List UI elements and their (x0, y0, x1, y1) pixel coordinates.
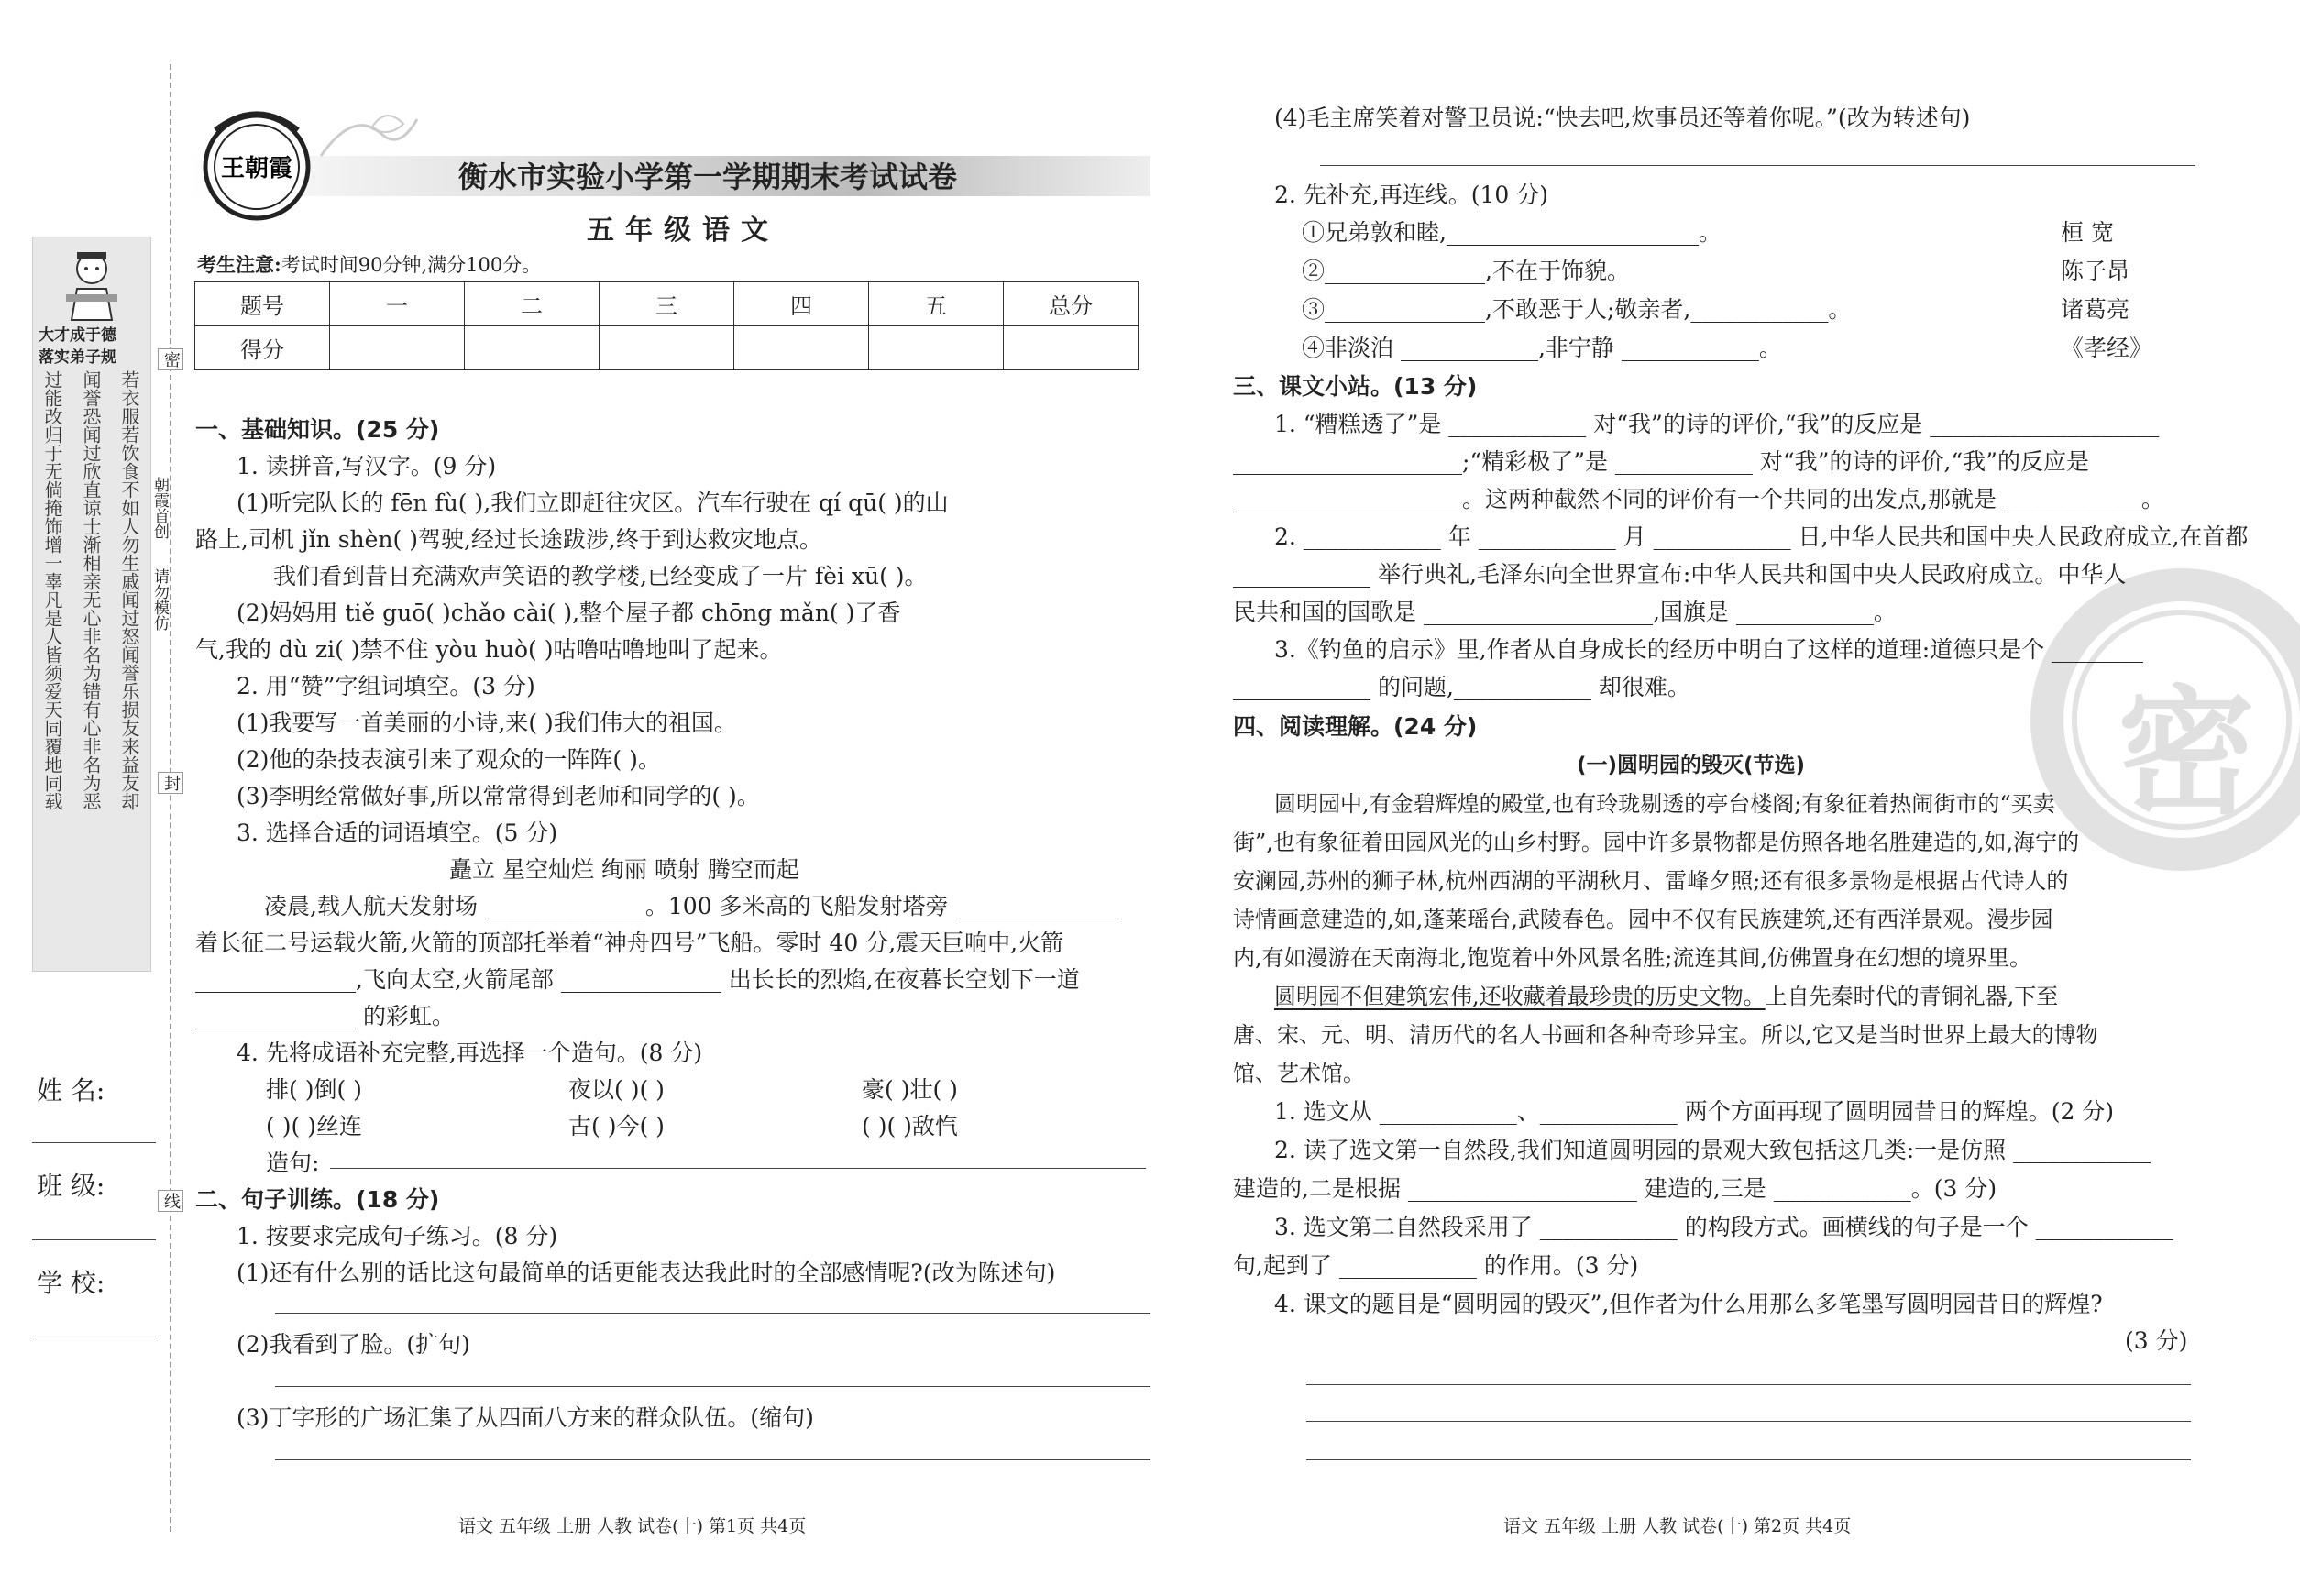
idiom-item: 古( )今( ) (568, 1113, 665, 1139)
answer-line[interactable] (275, 1313, 1150, 1314)
passage-line: 圆明园中,有金碧辉煌的殿堂,也有玲珑剔透的亭台楼阁;有象征着热闹街市的“买卖 (1274, 791, 2055, 817)
score-input[interactable] (1004, 326, 1139, 370)
question-2-line: (1)我要写一首美丽的小诗,来( )我们伟大的祖国。 (237, 710, 737, 736)
score-cell: 四 (734, 282, 869, 326)
passage-line: 诗情画意建造的,如,蓬莱瑶台,武陵春色。园中不仅有民族建筑,还有西洋景观。漫步园 (1233, 907, 2053, 932)
class-label: 班 级: (37, 1171, 105, 1201)
subject-title: 五年级语文 (587, 215, 779, 247)
answer-line[interactable] (1306, 1384, 2191, 1385)
score-input[interactable] (465, 326, 600, 370)
question-3-line: ______________,飞向太空,火箭尾部 ______________ 出长长的烈焰,在夜暮长空划下一道 (195, 966, 1080, 993)
question-1-line: 我们看到昔日充满欢声笑语的教学楼,已经变成了一片 fèi xū( )。 (273, 563, 928, 589)
section-4-title: 四、阅读理解。(24 分) (1233, 713, 1478, 740)
score-input[interactable] (869, 326, 1004, 370)
author-option: 《孝经》 (2061, 335, 2153, 361)
page-footer-left: 语文 五年级 上册 人教 试卷(十) 第1页 共4页 (458, 1516, 807, 1536)
question-6-line: ④非淡泊 ____________,非宁静 ____________。 (1302, 335, 1782, 361)
sentence-label: 造句: (266, 1150, 320, 1176)
score-cell: 得分 (195, 326, 330, 370)
question-4: 4. 先将成语补充完整,再选择一个造句。(8 分) (237, 1040, 703, 1066)
answer-line[interactable] (275, 1459, 1150, 1460)
section-3-title: 三、课文小站。(13 分) (1233, 373, 1478, 400)
author-option: 陈子昂 (2061, 258, 2130, 284)
side-note-1: 朝霞首创 (150, 477, 169, 539)
section-1-title: 一、基础知识。(25 分) (195, 416, 440, 443)
question-2-line: (3)李明经常做好事,所以常常得到老师和同学的( )。 (237, 783, 760, 809)
passage-line: 馆、艺术馆。 (1233, 1061, 1365, 1086)
question-7-line: 1. “糟糕透了”是 ____________ 对“我”的诗的评价,“我”的反应是 ____________________ (1274, 411, 2160, 437)
question-6-line: ②______________,不在于饰貌。 (1302, 258, 1630, 284)
underlined-sentence: 圆明园不但建筑宏伟,还收藏着最珍贵的历史文物。 (1274, 984, 1766, 1009)
seal-mark-3: 线 (158, 1190, 183, 1212)
score-header-row (195, 282, 1139, 326)
score-cell: 总分 (1004, 282, 1139, 326)
score-input[interactable] (330, 326, 465, 370)
motto-col-1: 过能改归于无倘掩饰增一辜凡是人皆须爱天同覆地同载 (41, 370, 63, 810)
reading-question-points: (3 分) (2125, 1327, 2188, 1354)
question-5-line: (4)毛主席笑着对警卫员说:“快去吧,炊事员还等着你呢。”(改为转述句) (1274, 105, 1971, 131)
question-1-line: 路上,司机 jǐn shèn( )驾驶,经过长途跋涉,终于到达救灾地点。 (195, 526, 822, 553)
question-9-line: ____________ 的问题,____________ 却很难。 (1233, 674, 1690, 700)
reading-question: 3. 选文第二自然段采用了 ____________ 的构段方式。画横线的句子是一个 ____________ (1274, 1214, 2173, 1240)
reading-question: 1. 选文从 ____________、____________ 两个方面再现了圆明园昔日的辉煌。(2 分) (1274, 1098, 2115, 1125)
reading-question: 2. 读了选文第一自然段,我们知道圆明园的景观大致包括这几类:一是仿照 ____________ (1274, 1137, 2151, 1163)
question-1-line: 气,我的 dù zi( )禁不住 yòu huò( )咕噜咕噜地叫了起来。 (195, 636, 783, 663)
question-8-line: 2. ____________ 年 ____________ 月 ____________ 日,中华人民共和国中央人民政府成立,在首都 (1274, 523, 2249, 550)
motto-line-2: 落实弟子规 (39, 348, 116, 367)
exam-notice (197, 250, 541, 278)
page-footer-right: 语文 五年级 上册 人教 试卷(十) 第2页 共4页 (1503, 1516, 1852, 1536)
score-input[interactable] (600, 326, 734, 370)
logo-text: 王朝霞 (220, 155, 293, 182)
binding-line (170, 64, 171, 1532)
motto-line-1: 大才成于德 (39, 326, 116, 345)
section-2-title: 二、句子训练。(18 分) (195, 1186, 440, 1213)
passage-text: 上自先秦时代的青铜礼器,下至 (1765, 984, 2059, 1009)
class-field[interactable] (32, 1239, 156, 1240)
idiom-item: ( )( )敌忾 (862, 1113, 958, 1139)
question-1-line: (2)妈妈用 tiě guō( )chǎo cài( ),整个屋子都 chōng mǎn( )了香 (237, 600, 901, 626)
score-cell: 五 (869, 282, 1004, 326)
question-8-line: 民共和国的国歌是 ____________________,国旗是 ____________。 (1233, 599, 1897, 625)
student-figure-icon (64, 248, 119, 322)
question-7-line: ____________________;“精彩极了”是 ____________ 对“我”的诗的评价,“我”的反应是 (1233, 448, 2089, 475)
score-cell: 三 (600, 282, 734, 326)
score-table (194, 281, 1139, 370)
side-note-2: 请勿模仿 (150, 568, 169, 631)
passage-line: 安澜园,苏州的狮子林,杭州西湖的平湖秋月、雷峰夕照;还有很多景物是根据古代诗人的 (1233, 868, 2069, 894)
idiom-item: ( )( )丝连 (266, 1113, 362, 1139)
seal-mark-2: 封 (158, 772, 183, 794)
idiom-item: 夜以( )( ) (568, 1076, 665, 1103)
answer-line[interactable] (330, 1168, 1146, 1169)
score-cell: 题号 (195, 282, 330, 326)
question-3-line: 凌晨,载人航天发射场 ______________。100 多米高的飞船发射塔旁 ______________ (264, 893, 1117, 919)
exam-title: 衡水市实验小学第一学期期末考试试卷 (458, 160, 958, 194)
word-bank: 矗立 星空灿烂 绚丽 喷射 腾空而起 (449, 856, 799, 883)
school-label: 学 校: (37, 1268, 105, 1298)
watermark-text: 密 (2118, 672, 2256, 833)
motto-col-2: 闻誉恐闻过欣直谅士渐相亲无心非名为错有心非名为恶 (80, 370, 102, 810)
passage-line: 街”,也有象征着田园风光的山乡村野。园中许多景物都是仿照各地名胜建造的,如,海宁的 (1233, 830, 2080, 855)
idiom-item: 豪( )壮( ) (862, 1076, 958, 1103)
answer-line[interactable] (1306, 1421, 2191, 1422)
motto-sidebar (32, 237, 151, 972)
question-3: 3. 选择合适的词语填空。(5 分) (237, 820, 558, 846)
question-6-line: ①兄弟敦和睦,______________________。 (1302, 219, 1722, 246)
motto-col-3: 若衣服若饮食不如人勿生戚闻过怒闻誉乐损友来益友却 (118, 370, 140, 810)
score-value-row (195, 326, 1139, 370)
question-6: 2. 先补充,再连线。(10 分) (1274, 182, 1549, 208)
reading-question: 4. 课文的题目是“圆明园的毁灭”,但作者为什么用那么多笔墨写圆明园昔日的辉煌? (1274, 1291, 2103, 1317)
score-cell: 一 (330, 282, 465, 326)
passage-line: 内,有如漫游在天南海北,饱览着中外风景名胜;流连其间,仿佛置身在幻想的境界里。 (1233, 945, 2031, 971)
seal-mark-1: 密 (158, 348, 183, 370)
answer-line[interactable] (275, 1386, 1150, 1387)
passage-line: 唐、宋、元、明、清历代的名人书画和各种奇珍异宝。所以,它又是当时世界上最大的博物 (1233, 1022, 2098, 1048)
brand-logo (197, 103, 316, 222)
question-2: 2. 用“赞”字组词填空。(3 分) (237, 673, 535, 699)
answer-line[interactable] (1320, 165, 2195, 166)
question-5-line: (2)我看到了脸。(扩句) (237, 1331, 470, 1358)
passage-line (1274, 981, 2058, 1012)
author-option: 桓 宽 (2061, 219, 2114, 246)
question-6-line: ③______________,不敢恶于人;敬亲者,____________。 (1302, 296, 1852, 323)
question-5-line: (3)丁字形的广场汇集了从四面八方来的群众队伍。(缩句) (237, 1404, 814, 1431)
question-2-line: (2)他的杂技表演引来了观众的一阵阵( )。 (237, 746, 661, 773)
score-input[interactable] (734, 326, 869, 370)
ribbon-decoration (316, 101, 426, 165)
score-cell: 二 (465, 282, 600, 326)
question-1-line: (1)听完队长的 fēn fù( ),我们立即赶往灾区。汽车行驶在 qí qū( )的山 (237, 490, 949, 516)
name-label: 姓 名: (37, 1075, 105, 1106)
question-3-line: 着长征二号运载火箭,火箭的顶部托举着“神舟四号”飞船。零时 40 分,震天巨响中,火箭 (195, 930, 1064, 956)
question-8-line: ____________ 举行典礼,毛泽东向全世界宣布:中华人民共和国中央人民政府成立。中华人 (1233, 561, 2127, 588)
author-option: 诸葛亮 (2061, 296, 2130, 323)
question-5: 1. 按要求完成句子练习。(8 分) (237, 1223, 558, 1249)
question-3-line: ______________ 的彩虹。 (195, 1003, 455, 1029)
notice-text: 考试时间90分钟,满分100分。 (281, 254, 542, 276)
question-9-line: 3.《钓鱼的启示》里,作者从自身成长的经历中明白了这样的道理:道德只是个 ________ (1274, 636, 2144, 663)
name-field[interactable] (32, 1142, 156, 1143)
question-1: 1. 读拼音,写汉字。(9 分) (237, 453, 497, 479)
notice-label: 考生注意: (197, 253, 281, 276)
question-7-line: ____________________。这两种截然不同的评价有一个共同的出发点,那就是 ____________。 (1233, 486, 2164, 512)
reading-title: (一)圆明园的毁灭(节选) (1577, 754, 1806, 777)
answer-line[interactable] (1306, 1459, 2191, 1460)
question-5-line: (1)还有什么别的话比这句最简单的话更能表达我此时的全部感情呢?(改为陈述句) (237, 1260, 1056, 1286)
reading-question: 句,起到了 ____________ 的作用。(3 分) (1233, 1252, 1639, 1279)
reading-question: 建造的,二是根据 ____________________ 建造的,三是 ____________。(3 分) (1233, 1175, 1997, 1202)
idiom-item: 排( )倒( ) (266, 1076, 362, 1103)
